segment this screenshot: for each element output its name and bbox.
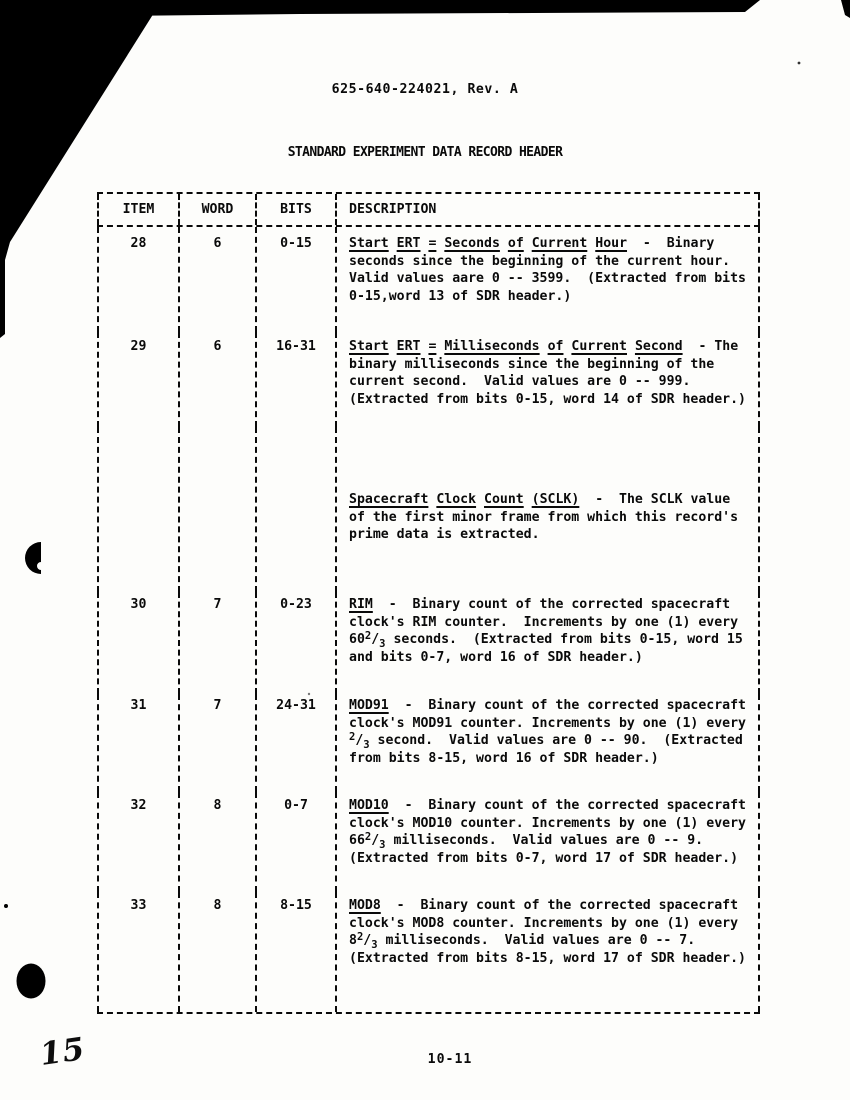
description-line: seconds since the beginning of the current hour. (349, 253, 731, 269)
cell-item: 32 (97, 792, 178, 892)
cell-bits: 0-23 (255, 592, 335, 694)
description-line: $^2/_3$ second. Valid values are 0 -- 90. (Extracted (349, 731, 743, 751)
column-header-word: WORD (178, 194, 255, 225)
cell-description (335, 332, 760, 427)
table-row (97, 892, 760, 1012)
description-line: Spacecraft Clock Count (SCLK) - The SCLK value (349, 492, 731, 507)
description-line: clock's RIM counter. Increments by one (1) every (349, 614, 739, 630)
description-line: (Extracted from bits 8-15, word 17 of SDR header.) (349, 950, 746, 966)
cell-item: 33 (97, 892, 178, 1012)
cell-word (178, 427, 255, 592)
cell-word: 6 (178, 227, 255, 332)
document-number: 625-640-224021, Rev. A (331, 82, 519, 97)
description-line: MOD8 - Binary count of the corrected spacecraft (349, 898, 739, 913)
page-title: STANDARD EXPERIMENT DATA RECORD HEADER (287, 145, 563, 160)
description-line: Start ERT = Milliseconds of Current Second - The (349, 339, 739, 354)
cell-item: 31 (97, 694, 178, 792)
data-table (97, 192, 760, 1014)
cell-word: 8 (178, 792, 255, 892)
cell-description (335, 227, 760, 332)
cell-item: 29 (97, 332, 178, 427)
cell-word: 6 (178, 332, 255, 427)
table-header-row (97, 194, 760, 227)
description-line: Valid values aare 0 -- 3599. (Extracted from bits (349, 271, 746, 286)
cell-description (335, 427, 760, 592)
description-line: MOD10 - Binary count of the corrected spacecraft (349, 798, 746, 813)
cell-word: 7 (178, 694, 255, 792)
description-line: clock's MOD10 counter. Increments by one (1) every (349, 815, 746, 831)
table-row (97, 694, 760, 792)
description-line: Start ERT = Seconds of Current Hour - Binary (349, 236, 715, 251)
column-header-bits: BITS (255, 194, 335, 225)
cell-bits: 0-15 (255, 227, 335, 332)
table-row (97, 427, 760, 592)
cell-bits: 24-31 (255, 694, 335, 792)
cell-word: 7 (178, 592, 255, 694)
description-line: (Extracted from bits 0-15, word 14 of SDR header.) (349, 391, 746, 407)
description-line: binary milliseconds since the beginning of the (349, 356, 715, 372)
cell-description (335, 694, 760, 792)
table-row (97, 792, 760, 892)
cell-bits: 8-15 (255, 892, 335, 1012)
description-line: $8^2/_3$ milliseconds. Valid values are 0 -- 7. (349, 931, 696, 951)
cell-bits (255, 427, 335, 592)
cell-bits: 0-7 (255, 792, 335, 892)
description-line: RIM - Binary count of the corrected spacecraft (349, 597, 731, 612)
description-line: prime data is extracted. (349, 527, 540, 542)
page-number: 10-11 (427, 1052, 473, 1067)
description-line: MOD91 - Binary count of the corrected spacecraft (349, 698, 746, 713)
cell-description (335, 892, 760, 1012)
cell-bits: 16-31 (255, 332, 335, 427)
description-line: $66^2/_3$ milliseconds. Valid values are 0 -- 9. (349, 831, 704, 851)
cell-item: 28 (97, 227, 178, 332)
table-row (97, 332, 760, 427)
cell-description (335, 592, 760, 694)
cell-description (335, 792, 760, 892)
description-line: clock's MOD91 counter. Increments by one (1) every (349, 715, 746, 731)
description-line: current second. Valid values are 0 -- 999. (349, 374, 691, 389)
table-row (97, 227, 760, 332)
description-line: of the first minor frame from which this record's (349, 509, 739, 525)
column-header-item: ITEM (97, 194, 178, 225)
column-header-description: DESCRIPTION (335, 194, 760, 225)
description-line: clock's MOD8 counter. Increments by one (1) every (349, 915, 739, 931)
description-line: 0-15,word 13 of SDR header.) (349, 288, 572, 304)
table-row (97, 592, 760, 694)
description-line: and bits 0-7, word 16 of SDR header.) (349, 649, 643, 665)
cell-word: 8 (178, 892, 255, 1012)
description-line: (Extracted from bits 0-7, word 17 of SDR header.) (349, 850, 739, 866)
description-line: $60^2/_3$ seconds. (Extracted from bits 0-15, word 15 (349, 630, 743, 650)
cell-item (97, 427, 178, 592)
handwritten-note: 15 (37, 1031, 88, 1073)
cell-item: 30 (97, 592, 178, 694)
description-line: from bits 8-15, word 16 of SDR header.) (349, 750, 659, 766)
